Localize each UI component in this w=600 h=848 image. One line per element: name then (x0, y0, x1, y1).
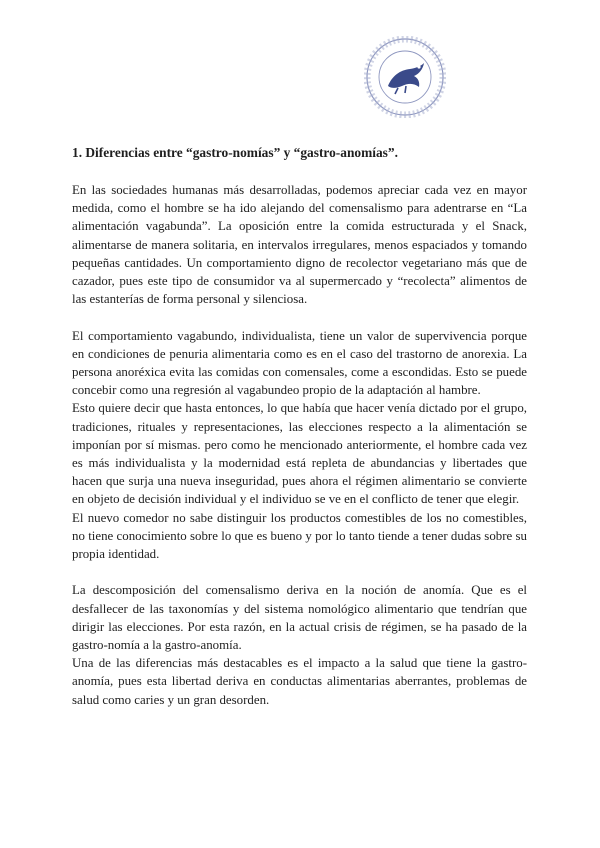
paragraph: Una de las diferencias más destacables es el impacto a la salud que tiene la gastro-anomía, pues esta libertad deriva en conductas alimentarias aberrantes, problemas de salud como caries y un gran desorden. (72, 656, 527, 707)
section-heading: 1. Diferencias entre “gastro-nomías” y “gastro-anomías”. (72, 145, 398, 160)
paragraph: La descomposición del comensalismo deriva en la noción de anomía. Que es el desfallecer de las taxonomías y del sistema nomológico alimentario que tendrían que dirigir las elecciones. Por esta razón, en la actual crisis de régimen, se ha pasado de la gastro-nomía a la gastro-anomía. (72, 583, 527, 653)
paragraph: El comportamiento vagabundo, individualista, tiene un valor de supervivencia porque en condiciones de penuria alimentaria como es en el caso del trastorno de anorexia. La persona anoréxica evita las comidas con comensales, come a escondidas. Esto se puede concebir como una regresión al vagabundeo propio de la adaptación al hambre. (72, 328, 527, 398)
paragraph: El nuevo comedor no sabe distinguir los productos comestibles de los no comestibles, no tiene conocimiento sobre lo que es bueno y por lo tanto tiende a tener dudas sobre su propia identidad. (72, 510, 527, 562)
paragraph: En las sociedades humanas más desarrolladas, podemos apreciar cada vez en mayor medida, como el hombre se ha ido alejando del comensalismo para adentrarse en “La alimentación vagabunda”. La oposición entre la comida estructurada y el Snack, alimentarse de manera solitaria, en intervalos irregulares, menos espaciados y tomando pequeñas cantidades. Un comportamiento digno de recolector vegetariano más que de cazador, pues este tipo de consumidor va al supermercado y “recolecta” alimentos de las estanterías de forma personal y silenciosa. (72, 183, 527, 307)
university-seal-icon (364, 36, 446, 118)
paragraph: Esto quiere decir que hasta entonces, lo que había que hacer venía dictado por el grupo, tradiciones, rituales y representaciones, las elecciones respecto a la alimentación se imponían por sí mismas. pero como he mencionado anteriormente, el hombre cada vez es más individualista y la modernidad está repleta de abundancias y libertades que hacen que surja una nueva inseguridad, pues ahora el régimen alimentario se convierte en objeto de decisión individual y el individuo se ve en el conflicto de tener que elegir. (72, 401, 527, 507)
document-body (72, 181, 527, 709)
